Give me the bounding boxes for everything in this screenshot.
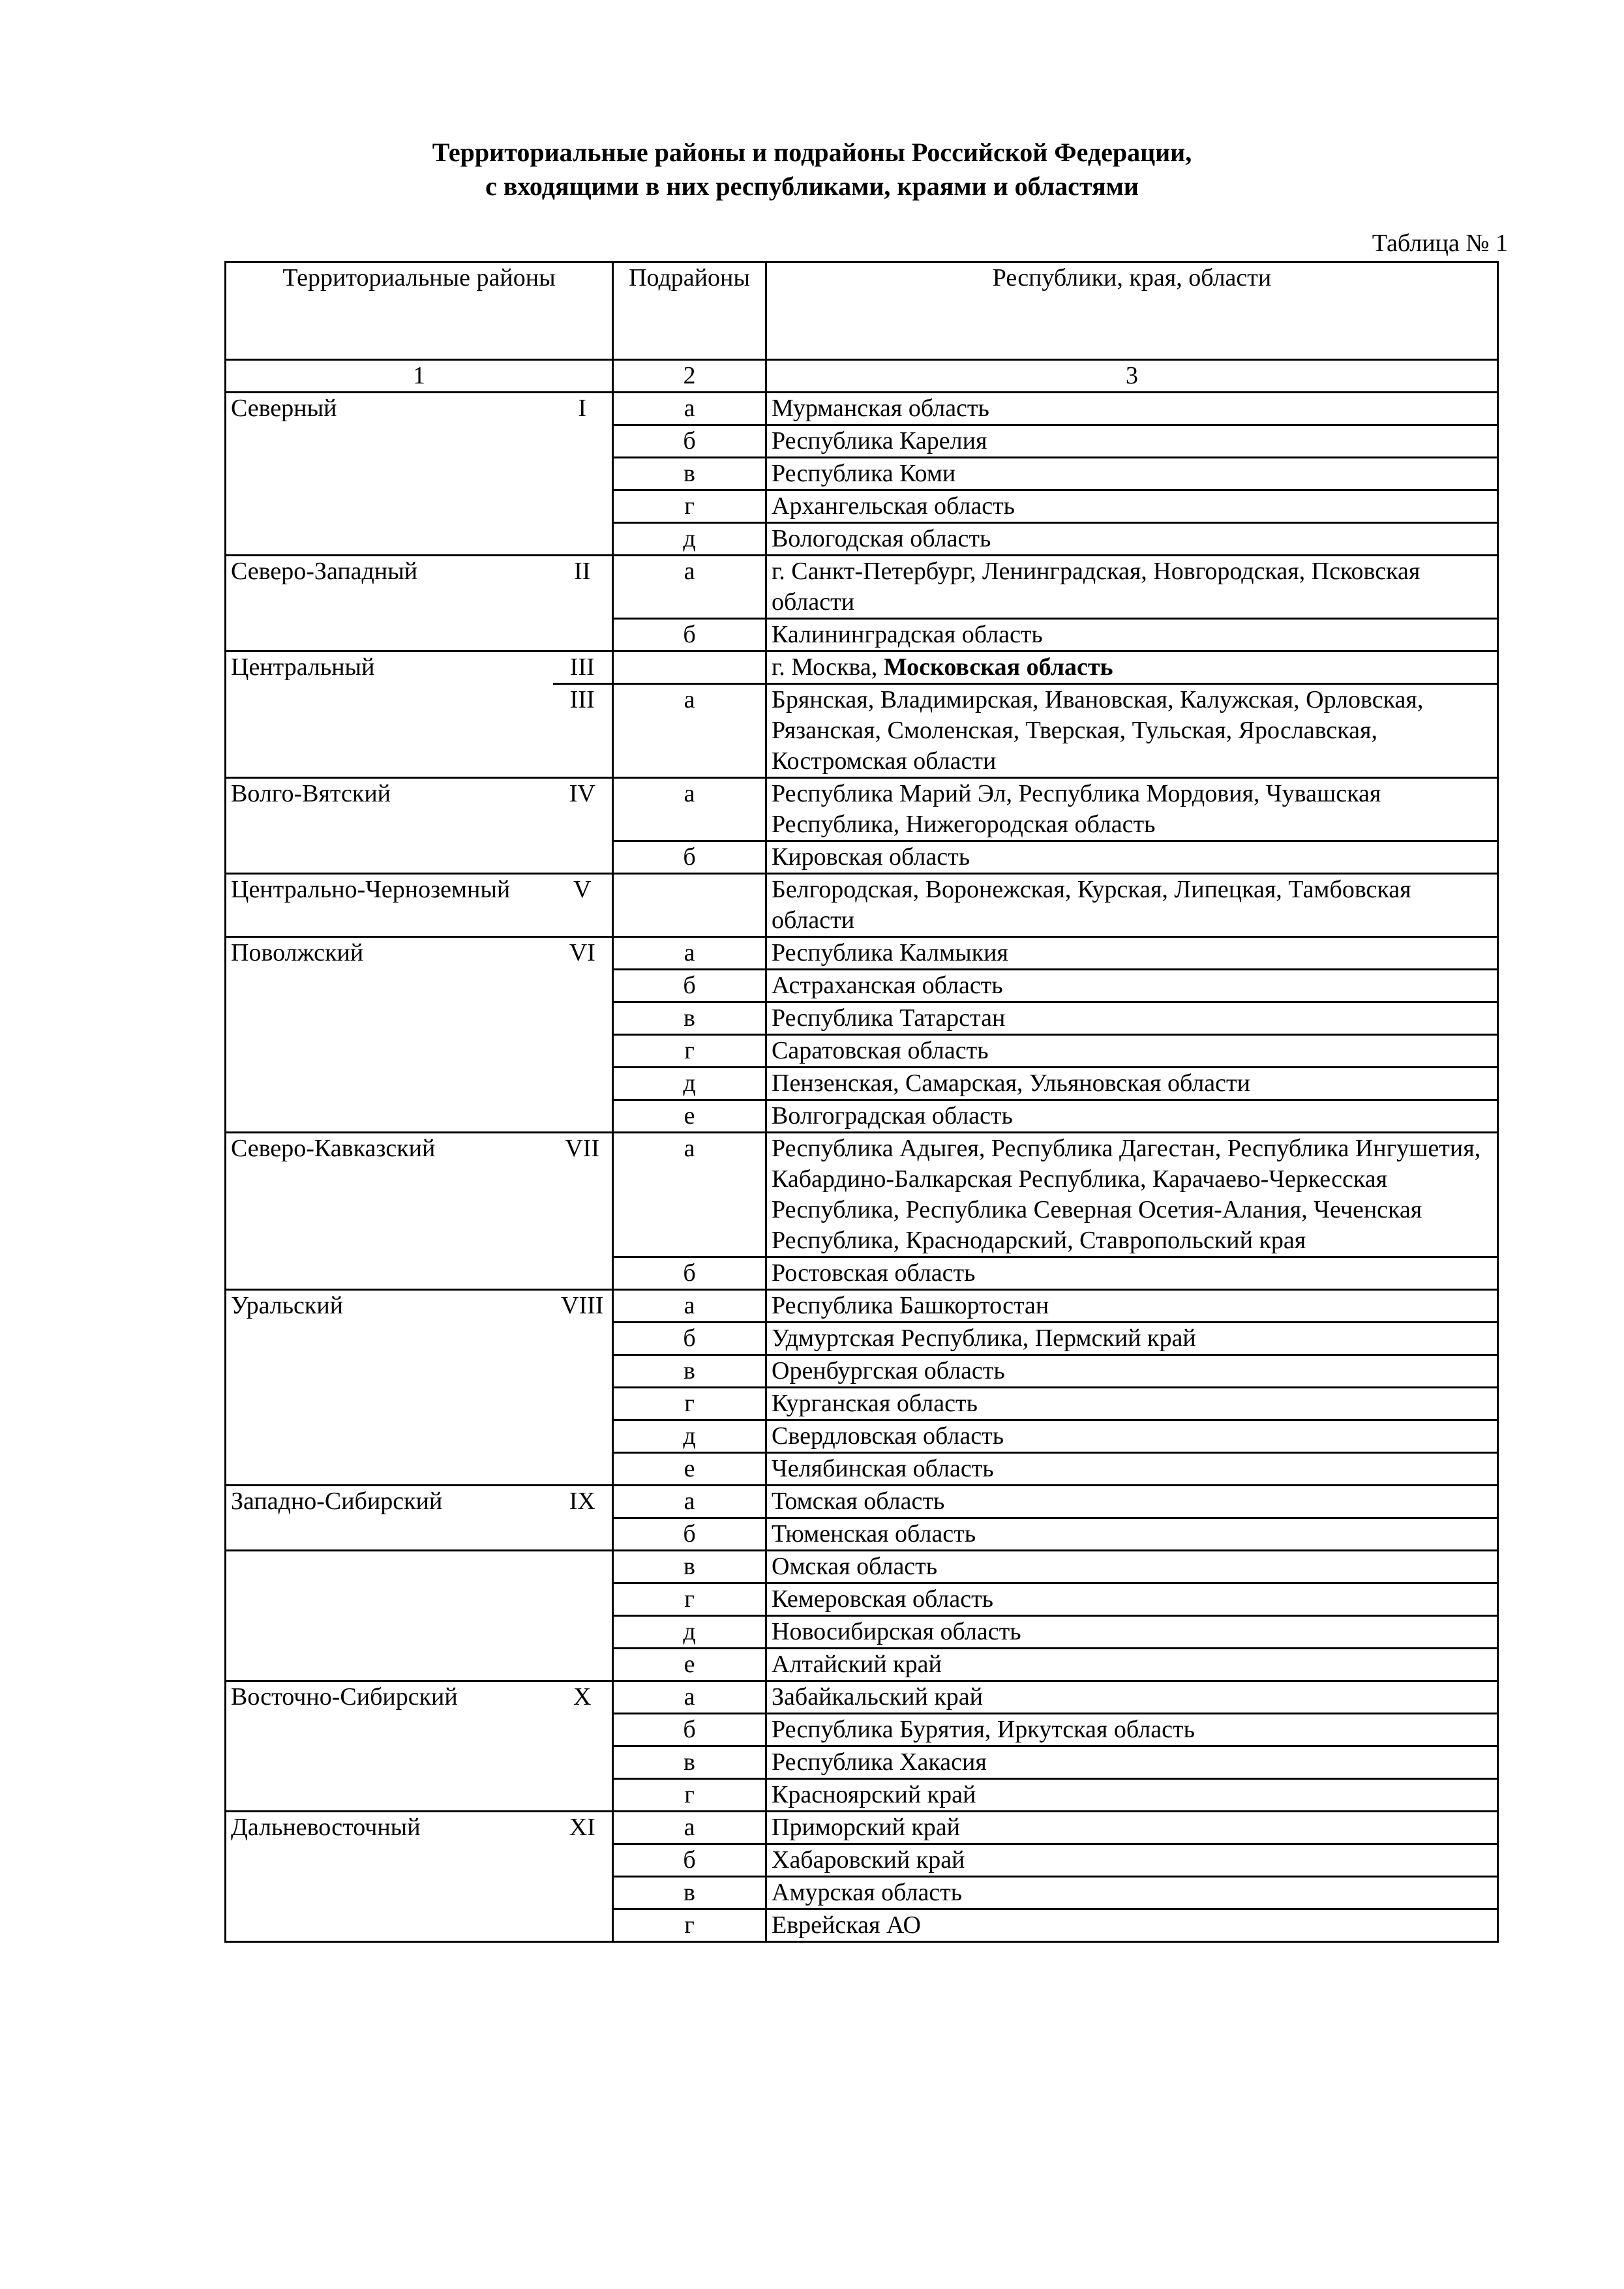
subregion-letter: г (613, 1779, 766, 1812)
region-numeral: XI (553, 1812, 613, 1942)
subregion-letter: в (613, 458, 766, 490)
table-row (226, 1486, 1498, 1518)
subjects-cell (766, 1681, 1498, 1714)
region-name: Волго-Вятский (226, 778, 553, 874)
title-line-2: с входящими в них республиками, краями и областями (485, 172, 1139, 201)
subregion-letter: б (613, 619, 766, 651)
subregion-letter (613, 651, 766, 684)
subregion-letter: а (613, 1133, 766, 1257)
subjects-text: Саратовская область (772, 1037, 989, 1064)
region-name: Уральский (226, 1290, 553, 1486)
subjects-cell (766, 1518, 1498, 1551)
subregion-letter (613, 874, 766, 937)
region-name: Дальневосточный (226, 1812, 553, 1942)
subjects-text: Волгоградская область (772, 1102, 1013, 1130)
subjects-text: Еврейская АО (772, 1911, 921, 1939)
subjects-cell (766, 490, 1498, 523)
table-row (226, 556, 1498, 619)
header-subjects: Республики, края, области (766, 262, 1498, 360)
regions-body (226, 393, 1498, 1942)
subregion-letter: б (613, 425, 766, 458)
subregion-letter: а (613, 684, 766, 778)
region-name: Северо-Кавказский (226, 1133, 553, 1290)
table-number: Таблица № 1 (1372, 230, 1508, 257)
subregion-letter: е (613, 1453, 766, 1486)
subjects-text: Новосибирская область (772, 1618, 1021, 1645)
subjects-text: Республика Бурятия, Иркутская область (772, 1716, 1195, 1743)
table-row (226, 1812, 1498, 1844)
subjects-cell (766, 1746, 1498, 1779)
column-number-1: 1 (226, 360, 613, 393)
subjects-text: Брянская, Владимирская, Ивановская, Калужская, Орловская, Рязанская, Смоленская, Тверская, Тульская, Ярославская, Костромская области (772, 686, 1424, 775)
column-number-2: 2 (613, 360, 766, 393)
subjects-cell (766, 970, 1498, 1002)
region-name: Поволжский (226, 937, 553, 1133)
subjects-cell (766, 1355, 1498, 1388)
header-regions: Территориальные районы (226, 262, 613, 360)
subjects-text: Удмуртская Республика, Пермский край (772, 1324, 1196, 1352)
subregion-letter: б (613, 1257, 766, 1290)
subjects-cell (766, 1133, 1498, 1257)
subregion-letter: д (613, 523, 766, 556)
subjects-cell (766, 1100, 1498, 1133)
subregion-letter: а (613, 778, 766, 841)
subjects-cell (766, 1779, 1498, 1812)
table-row (226, 1681, 1498, 1714)
subjects-text: Курганская область (772, 1390, 978, 1417)
region-name: Западно-Сибирский (226, 1486, 553, 1551)
subregion-letter: в (613, 1746, 766, 1779)
subjects-cell (766, 1486, 1498, 1518)
subregion-letter: г (613, 490, 766, 523)
subjects-cell (766, 1323, 1498, 1355)
subjects-text: г. Санкт-Петербург, Ленинградская, Новгородская, Псковская области (772, 558, 1421, 616)
subjects-text: Забайкальский край (772, 1683, 983, 1711)
region-name: Центрально-Черноземный (226, 874, 553, 937)
subjects-text: Кировская область (772, 843, 970, 871)
subjects-cell (766, 1909, 1498, 1942)
subjects-cell (766, 874, 1498, 937)
subjects-text: Республика Башкортостан (772, 1292, 1049, 1319)
table-row (226, 393, 1498, 425)
subjects-cell (766, 556, 1498, 619)
subregion-letter: б (613, 970, 766, 1002)
subregion-letter: г (613, 1388, 766, 1420)
region-name: Северный (226, 393, 553, 556)
subregion-letter: г (613, 1909, 766, 1942)
subregion-letter: д (613, 1616, 766, 1649)
subjects-cell (766, 1649, 1498, 1681)
subregion-letter: г (613, 1583, 766, 1616)
subregion-letter: а (613, 393, 766, 425)
region-numeral: VII (553, 1133, 613, 1290)
table-row (226, 778, 1498, 841)
subjects-cell (766, 651, 1498, 684)
table-row (226, 937, 1498, 970)
region-numeral: II (553, 556, 613, 651)
subjects-text: Архангельская область (772, 492, 1015, 520)
subjects-text: Челябинская область (772, 1455, 994, 1482)
subjects-text: Республика Карелия (772, 427, 987, 455)
subjects-text: Свердловская область (772, 1422, 1004, 1450)
subjects-text: Республика Адыгея, Республика Дагестан, Республика Ингушетия, Кабардино-Балкарская Республика, Карачаево-Черкесская Республика, Республика Северная Осетия-Алания, Чеченская Республика, Краснодарский, Ставропольский края (772, 1135, 1481, 1254)
subregion-letter: б (613, 1518, 766, 1551)
subjects-cell (766, 684, 1498, 778)
subregion-letter: а (613, 556, 766, 619)
subregion-letter: г (613, 1035, 766, 1068)
subjects-text: Республика Коми (772, 460, 956, 487)
subregion-letter: в (613, 1551, 766, 1583)
subregion-letter: е (613, 1100, 766, 1133)
subjects-text: Томская область (772, 1488, 945, 1515)
subjects-text: Белгородская, Воронежская, Курская, Липецкая, Тамбовская области (772, 876, 1411, 934)
subjects-text: Калининградская область (772, 621, 1043, 648)
subjects-text: Алтайский край (772, 1651, 942, 1678)
subjects-text: Пензенская, Самарская, Ульяновская области (772, 1070, 1250, 1097)
region-numeral: III (553, 651, 613, 684)
subjects-cell (766, 1583, 1498, 1616)
subregion-letter: а (613, 1486, 766, 1518)
subjects-cell (766, 619, 1498, 651)
subregion-letter: д (613, 1420, 766, 1453)
region-numeral (553, 1551, 613, 1681)
subjects-text: Республика Хакасия (772, 1748, 987, 1776)
region-numeral: I (553, 393, 613, 556)
subjects-cell (766, 1877, 1498, 1909)
subjects-cell (766, 1844, 1498, 1877)
subjects-cell (766, 841, 1498, 874)
subjects-cell (766, 937, 1498, 970)
subregion-letter: б (613, 1844, 766, 1877)
subjects-cell (766, 1002, 1498, 1035)
subjects-text-bold: Московская область (883, 653, 1113, 681)
regions-table (224, 261, 1499, 1943)
subjects-text: Республика Калмыкия (772, 939, 1008, 966)
subjects-text: Ростовская область (772, 1259, 976, 1287)
subjects-text: Мурманская область (772, 395, 989, 422)
region-numeral: X (553, 1681, 613, 1812)
subregion-letter: в (613, 1002, 766, 1035)
subjects-cell (766, 1812, 1498, 1844)
subjects-cell (766, 1420, 1498, 1453)
subjects-text: Республика Татарстан (772, 1004, 1006, 1032)
subregion-letter: б (613, 1714, 766, 1746)
page-title (0, 136, 1624, 203)
subregion-letter: а (613, 1812, 766, 1844)
subjects-cell (766, 425, 1498, 458)
subjects-cell (766, 1551, 1498, 1583)
subjects-cell (766, 1714, 1498, 1746)
subjects-text: Приморский край (772, 1814, 960, 1841)
region-name: Северо-Западный (226, 556, 553, 651)
region-numeral: IX (553, 1486, 613, 1551)
region-name: Центральный (226, 651, 553, 778)
subregion-letter: б (613, 1323, 766, 1355)
subjects-text: Вологодская область (772, 525, 991, 552)
subjects-text: г. Москва, (772, 653, 884, 681)
region-numeral: V (553, 874, 613, 937)
column-number-3: 3 (766, 360, 1498, 393)
subregion-letter: в (613, 1877, 766, 1909)
subjects-cell (766, 778, 1498, 841)
title-line-1: Территориальные районы и подрайоны Российской Федерации, (432, 138, 1192, 167)
subregion-letter: а (613, 937, 766, 970)
table-row (226, 1551, 1498, 1583)
region-numeral: IV (553, 778, 613, 874)
region-name: Восточно-Сибирский (226, 1681, 553, 1812)
table-row (226, 651, 1498, 684)
subjects-text: Оренбургская область (772, 1357, 1005, 1384)
subjects-text: Тюменская область (772, 1520, 976, 1548)
subjects-text: Амурская область (772, 1879, 963, 1906)
subjects-cell (766, 1035, 1498, 1068)
subjects-cell (766, 523, 1498, 556)
subregion-letter: е (613, 1649, 766, 1681)
subjects-text: Хабаровский край (772, 1846, 965, 1874)
subjects-text: Астраханская область (772, 972, 1003, 999)
subregion-letter: д (613, 1068, 766, 1100)
subjects-cell (766, 1453, 1498, 1486)
subjects-cell (766, 1388, 1498, 1420)
header-subregions: Подрайоны (613, 262, 766, 360)
region-numeral: VIII (553, 1290, 613, 1486)
subjects-cell (766, 1616, 1498, 1649)
subregion-letter: а (613, 1681, 766, 1714)
region-numeral: III (553, 684, 613, 778)
subjects-text: Республика Марий Эл, Республика Мордовия, Чувашская Республика, Нижегородская область (772, 780, 1381, 838)
table-row (226, 1290, 1498, 1323)
subregion-letter: б (613, 841, 766, 874)
subjects-cell (766, 458, 1498, 490)
subjects-cell (766, 1290, 1498, 1323)
subjects-text: Красноярский край (772, 1781, 976, 1808)
region-numeral: VI (553, 937, 613, 1133)
subjects-cell (766, 393, 1498, 425)
subjects-text: Кемеровская область (772, 1585, 994, 1613)
table-row (226, 1133, 1498, 1257)
region-name (226, 1551, 553, 1681)
subjects-cell (766, 1068, 1498, 1100)
table-row (226, 874, 1498, 937)
subjects-text: Омская область (772, 1553, 938, 1580)
subregion-letter: в (613, 1355, 766, 1388)
subregion-letter: а (613, 1290, 766, 1323)
subjects-cell (766, 1257, 1498, 1290)
